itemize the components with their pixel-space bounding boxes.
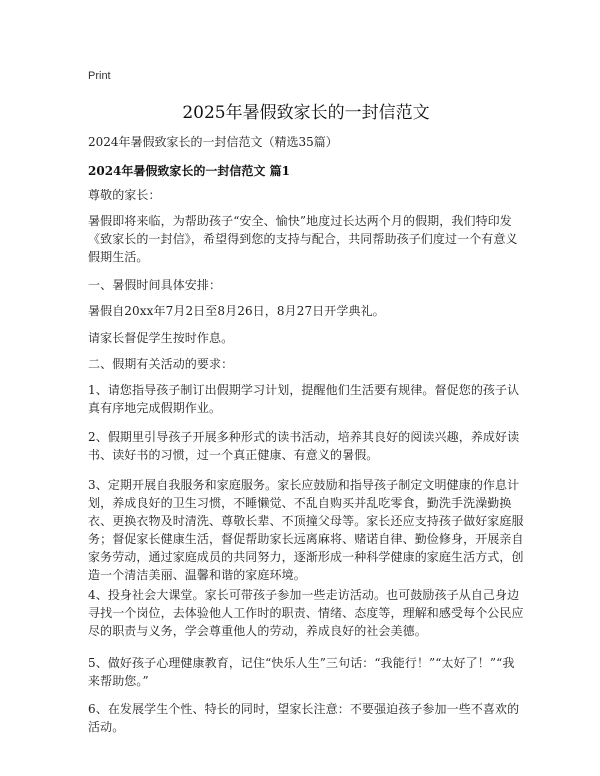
paragraph-item-1: 1、请您指导孩子制订出假期学习计划，提醒他们生活要有规律。督促您的孩子认真有序地完成假期作业。 (88, 383, 520, 415)
paragraph-heading-2: 二、假期有关活动的要求： (88, 357, 234, 371)
section-heading: 2024年暑假致家长的一封信范文 篇1 (88, 164, 290, 178)
paragraph-item-6: 6、在发展学生个性、特长的同时，望家长注意：不要强迫孩子参加一些不喜欢的活动。 (88, 702, 520, 734)
print-link[interactable]: Print (88, 70, 111, 82)
paragraph-schedule: 请家长督促学生按时作息。 (88, 331, 234, 345)
paragraph-item-4: 4、投身社会大课堂。家长可带孩子参加一些走访活动。也可鼓励孩子从自己身边寻找一个岗位，去体验他人工作时的职责、情绪、态度等，理解和感受每个公民应尽的职责与义务，学会尊重他人的劳动，养成良好的社会美德。 (88, 588, 524, 638)
paragraph-greeting: 尊敬的家长： (88, 188, 161, 202)
document-subtitle: 2024年暑假致家长的一封信范文（精选35篇） (88, 135, 338, 149)
paragraph-dates: 暑假自20xx年7月2日至8月26日，8月27日开学典礼。 (88, 304, 385, 318)
page-title: 2025年暑假致家长的一封信范文 (182, 103, 430, 123)
paragraph-intro: 暑假即将来临，为帮助孩子“安全、愉快”地度过长达两个月的假期，我们特印发《致家长的一封信》，希望得到您的支持与配合，共同帮助孩子们度过一个有意义假期生活。 (88, 214, 518, 264)
paragraph-item-5: 5、做好孩子心理健康教育，记住“快乐人生”三句话：“我能行！”“太好了！”“我来帮助您。” (88, 656, 515, 688)
paragraph-item-2: 2、假期里引导孩子开展多种形式的读书活动，培养其良好的阅读兴趣，养成好读书、读好书的习惯，过一个真正健康、有意义的暑假。 (88, 430, 520, 462)
paragraph-heading-1: 一、暑假时间具体安排： (88, 278, 222, 292)
paragraph-item-3: 3、定期开展自我服务和家庭服务。家长应鼓励和指导孩子制定文明健康的作息计划，养成良好的卫生习惯，不睡懒觉、不乱自购买并乱吃零食，勤洗手洗澡勤换衣、更换衣物及时清洗、尊敬长辈、不顶撞父母等。家长还应支持孩子做好家庭服务；督促家长健康生活，督促帮助家长远离麻将、赌诺自律、勤俭修身，开展亲自家务劳动，通过家庭成员的共同努力，逐渐形成一种科学健康的家庭生活方式，创造一个清洁美丽、温馨和谐的家庭环境。 (88, 478, 524, 582)
